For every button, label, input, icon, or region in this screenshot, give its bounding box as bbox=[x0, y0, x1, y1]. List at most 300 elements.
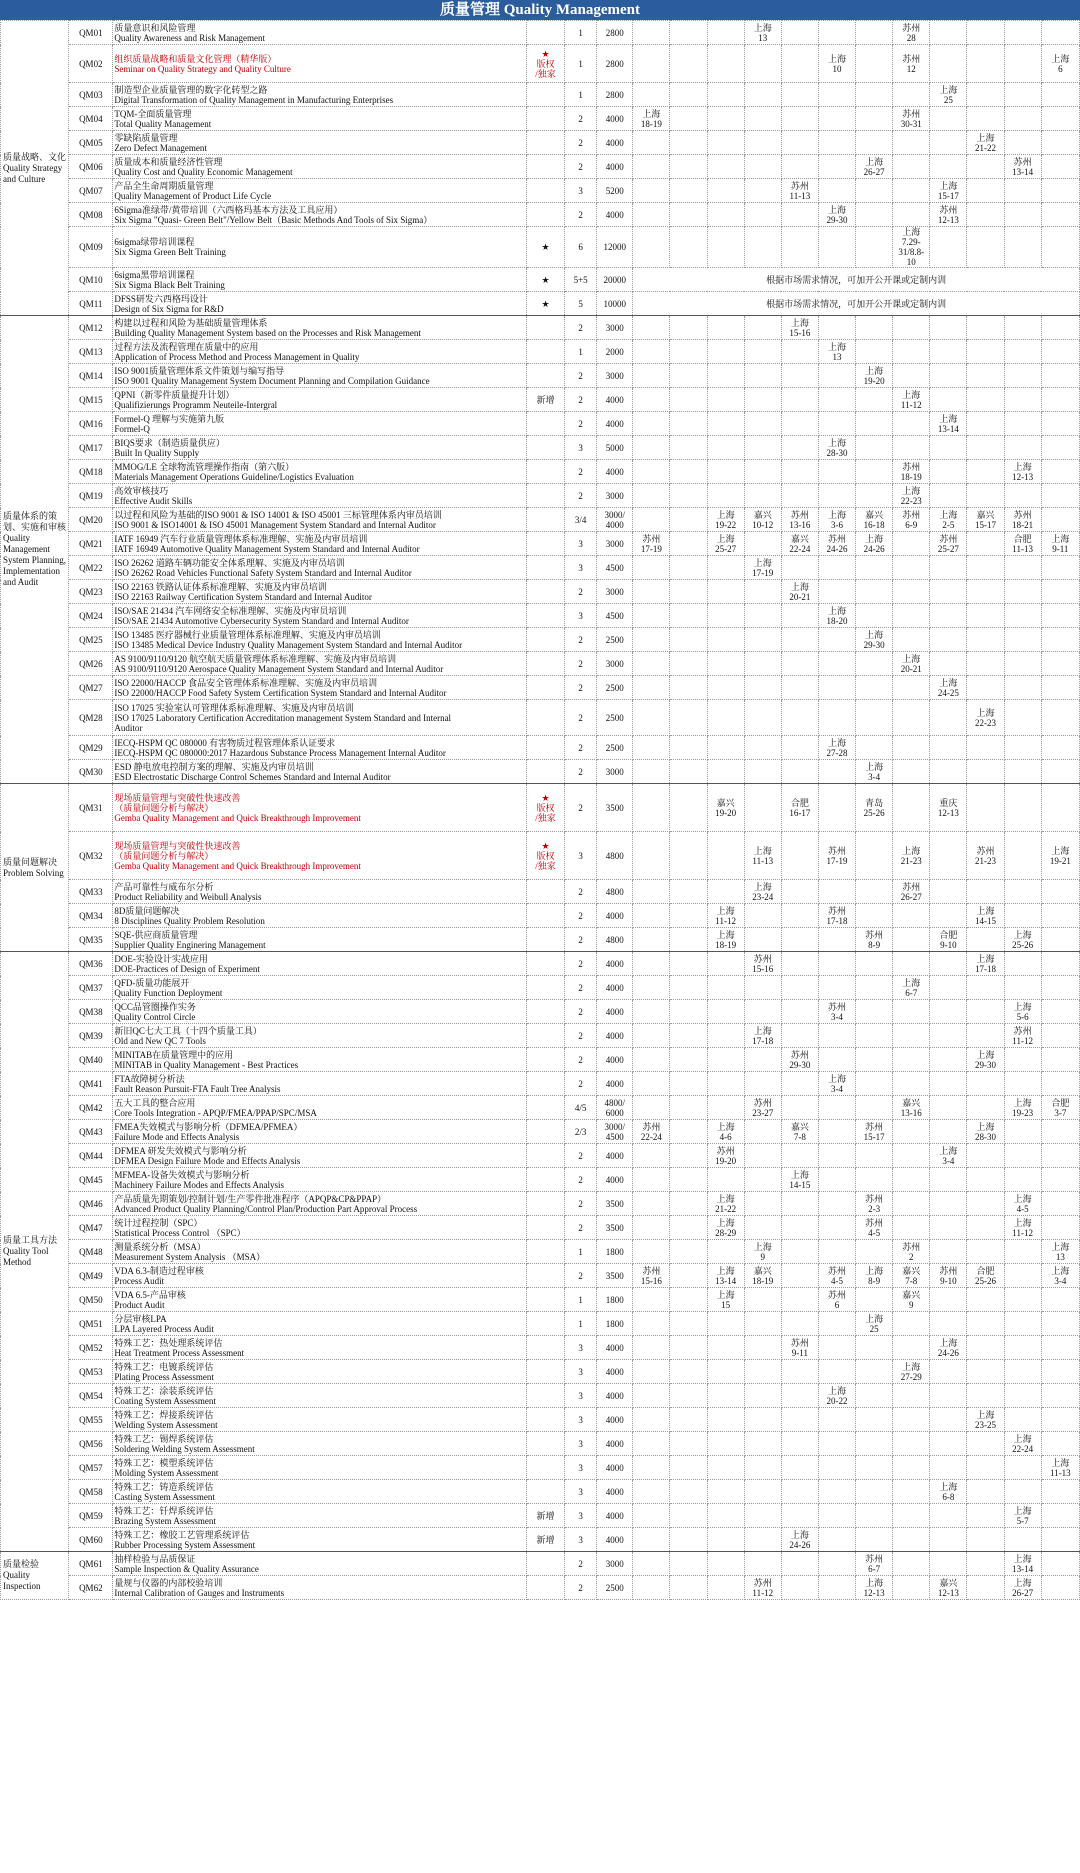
schedule-cell bbox=[670, 1072, 707, 1096]
course-name bbox=[113, 203, 527, 227]
schedule-cell bbox=[930, 316, 967, 340]
schedule-cell bbox=[744, 203, 781, 227]
schedule-cell bbox=[930, 107, 967, 131]
schedule-cell bbox=[1041, 364, 1079, 388]
schedule-cell bbox=[1004, 880, 1041, 904]
course-row bbox=[1, 1456, 1080, 1480]
schedule-cell: 上海 14-15 bbox=[781, 1168, 818, 1192]
schedule-cell bbox=[893, 1120, 930, 1144]
course-name-cn: AS 9100/9110/9120 航空航天质量管理体系标准理解、实施及内审员培训 bbox=[114, 653, 397, 664]
schedule-cell bbox=[633, 1456, 670, 1480]
course-fee: 4000 bbox=[597, 1024, 633, 1048]
course-code: QM03 bbox=[69, 83, 113, 107]
course-note bbox=[526, 760, 564, 784]
course-name-en: Effective Audit Skills bbox=[114, 495, 193, 506]
schedule-cell bbox=[744, 1192, 781, 1216]
schedule-cell bbox=[1004, 1408, 1041, 1432]
course-note bbox=[526, 1552, 564, 1576]
schedule-cell bbox=[930, 1048, 967, 1072]
schedule-cell bbox=[670, 1456, 707, 1480]
course-note bbox=[526, 700, 564, 736]
course-days: 3 bbox=[565, 436, 597, 460]
schedule-cell bbox=[670, 1288, 707, 1312]
schedule-cell: 上海 19-23 bbox=[1004, 1096, 1041, 1120]
course-row bbox=[1, 203, 1080, 227]
course-days: 1 bbox=[565, 340, 597, 364]
category-cell: 质量问题解决 Problem Solving bbox=[1, 784, 69, 952]
course-name-en: Supplier Quality Enginering Management bbox=[114, 939, 266, 950]
course-name-en: Six Sigma Green Belt Training bbox=[114, 247, 226, 257]
course-code: QM34 bbox=[69, 904, 113, 928]
course-code: QM05 bbox=[69, 131, 113, 155]
schedule-cell bbox=[781, 460, 818, 484]
schedule-cell bbox=[707, 976, 744, 1000]
course-fee: 4500 bbox=[597, 556, 633, 580]
course-name bbox=[113, 227, 527, 268]
course-note bbox=[526, 736, 564, 760]
schedule-cell bbox=[781, 928, 818, 952]
schedule-cell bbox=[893, 1576, 930, 1600]
schedule-cell bbox=[707, 700, 744, 736]
course-name-cn: 特殊工艺：电镀系统评估 bbox=[114, 1361, 214, 1372]
schedule-cell bbox=[670, 700, 707, 736]
schedule-cell: 上海 27-29 bbox=[893, 1360, 930, 1384]
schedule-cell bbox=[818, 628, 855, 652]
course-fee: 4000 bbox=[597, 1072, 633, 1096]
schedule-cell: 上海 19-22 bbox=[707, 508, 744, 532]
schedule-cell bbox=[707, 131, 744, 155]
course-row bbox=[1, 952, 1080, 976]
schedule-cell bbox=[967, 45, 1004, 83]
course-row bbox=[1, 760, 1080, 784]
course-name-en: Six Sigma "Quasi- Green Belt"/Yellow Belt（Basic Methods And Tools of Six Sigma） bbox=[114, 214, 433, 225]
schedule-cell: 苏州 22-24 bbox=[633, 1120, 670, 1144]
category-cell: 质量战略、文化 Quality Strategy and Culture bbox=[1, 21, 69, 316]
schedule-cell bbox=[670, 1504, 707, 1528]
schedule-cell bbox=[633, 880, 670, 904]
course-fee: 4500 bbox=[597, 604, 633, 628]
course-days: 2 bbox=[565, 1024, 597, 1048]
schedule-cell bbox=[633, 1480, 670, 1504]
schedule-cell bbox=[633, 1288, 670, 1312]
schedule-cell bbox=[781, 976, 818, 1000]
schedule-cell bbox=[670, 107, 707, 131]
course-name bbox=[113, 628, 527, 652]
schedule-cell: 苏州 13-16 bbox=[781, 508, 818, 532]
schedule-cell bbox=[930, 1552, 967, 1576]
schedule-cell bbox=[818, 1576, 855, 1600]
course-fee: 4000 bbox=[597, 1336, 633, 1360]
schedule-cell bbox=[818, 179, 855, 203]
schedule-cell bbox=[930, 460, 967, 484]
schedule-cell bbox=[893, 952, 930, 976]
course-code: QM28 bbox=[69, 700, 113, 736]
course-name bbox=[113, 21, 527, 45]
course-note bbox=[526, 1000, 564, 1024]
schedule-cell bbox=[1041, 976, 1079, 1000]
course-name bbox=[113, 952, 527, 976]
schedule-cell bbox=[1004, 484, 1041, 508]
schedule-cell bbox=[744, 107, 781, 131]
schedule-cell bbox=[633, 628, 670, 652]
schedule-cell bbox=[1004, 45, 1041, 83]
schedule-cell bbox=[781, 1312, 818, 1336]
schedule-cell bbox=[856, 460, 893, 484]
schedule-cell bbox=[967, 83, 1004, 107]
schedule-cell bbox=[1004, 676, 1041, 700]
schedule-cell bbox=[707, 880, 744, 904]
schedule-cell: 苏州 12 bbox=[893, 45, 930, 83]
course-name-en: Measurement System Analysis （MSA） bbox=[114, 1251, 266, 1262]
course-days: 3 bbox=[565, 832, 597, 880]
course-name-en: Six Sigma Black Belt Training bbox=[114, 279, 225, 290]
course-note: ★ 版权 /独家 bbox=[526, 832, 564, 880]
schedule-cell: 上海 7.29-31/8.8-10 bbox=[893, 227, 930, 268]
course-name bbox=[113, 604, 527, 628]
schedule-cell bbox=[967, 1240, 1004, 1264]
schedule-cell bbox=[930, 1216, 967, 1240]
schedule-cell bbox=[633, 1384, 670, 1408]
course-code: QM57 bbox=[69, 1456, 113, 1480]
schedule-cell: 苏州 23-27 bbox=[744, 1096, 781, 1120]
schedule-note: 根据市场需求情况，可加开公开课或定制内训 bbox=[633, 268, 1080, 292]
schedule-cell bbox=[893, 580, 930, 604]
schedule-cell: 苏州 6-9 bbox=[893, 508, 930, 532]
course-days: 2 bbox=[565, 1552, 597, 1576]
schedule-cell bbox=[967, 784, 1004, 832]
schedule-cell bbox=[856, 45, 893, 83]
schedule-cell bbox=[1004, 1168, 1041, 1192]
schedule-cell bbox=[967, 532, 1004, 556]
schedule-cell bbox=[670, 412, 707, 436]
course-row bbox=[1, 1192, 1080, 1216]
course-name bbox=[113, 1408, 527, 1432]
schedule-cell: 苏州 17-19 bbox=[633, 532, 670, 556]
schedule-cell bbox=[967, 652, 1004, 676]
schedule-cell bbox=[856, 1168, 893, 1192]
course-days: 3 bbox=[565, 1480, 597, 1504]
schedule-cell bbox=[633, 1144, 670, 1168]
schedule-cell bbox=[744, 676, 781, 700]
schedule-cell bbox=[781, 436, 818, 460]
schedule-cell bbox=[967, 203, 1004, 227]
schedule-cell bbox=[967, 1528, 1004, 1552]
course-name bbox=[113, 268, 527, 292]
schedule-cell bbox=[744, 1288, 781, 1312]
schedule-cell bbox=[856, 1144, 893, 1168]
schedule-cell bbox=[930, 580, 967, 604]
schedule-cell bbox=[781, 1576, 818, 1600]
schedule-cell bbox=[633, 340, 670, 364]
schedule-cell bbox=[670, 736, 707, 760]
schedule-cell bbox=[1041, 340, 1079, 364]
schedule-cell: 上海 22-23 bbox=[967, 700, 1004, 736]
schedule-cell bbox=[781, 107, 818, 131]
schedule-cell bbox=[670, 532, 707, 556]
schedule-cell bbox=[707, 760, 744, 784]
schedule-cell bbox=[1041, 1408, 1079, 1432]
schedule-cell bbox=[781, 1144, 818, 1168]
course-row bbox=[1, 736, 1080, 760]
schedule-cell bbox=[670, 1552, 707, 1576]
schedule-cell: 上海 18-19 bbox=[707, 928, 744, 952]
course-code: QM12 bbox=[69, 316, 113, 340]
schedule-cell: 上海 10 bbox=[818, 45, 855, 83]
course-days: 2 bbox=[565, 760, 597, 784]
course-name bbox=[113, 976, 527, 1000]
schedule-cell bbox=[781, 652, 818, 676]
schedule-cell: 苏州 11-12 bbox=[1004, 1024, 1041, 1048]
course-code: QM38 bbox=[69, 1000, 113, 1024]
schedule-cell: 上海 24-25 bbox=[930, 676, 967, 700]
schedule-cell bbox=[633, 676, 670, 700]
course-name-cn: 以过程和风险为基础的ISO 9001 & ISO 14001 & ISO 45001 三标管理体系内审员培训 bbox=[114, 509, 442, 520]
course-row bbox=[1, 1168, 1080, 1192]
schedule-cell bbox=[893, 1072, 930, 1096]
course-name-en: ISO 26262 Road Vehicles Functional Safety System Standard and Internal Auditor bbox=[114, 567, 412, 578]
course-note: ★ 版权 /独家 bbox=[526, 784, 564, 832]
course-note bbox=[526, 1240, 564, 1264]
course-note bbox=[526, 460, 564, 484]
schedule-cell bbox=[781, 340, 818, 364]
schedule-cell bbox=[967, 1576, 1004, 1600]
schedule-cell bbox=[633, 1360, 670, 1384]
schedule-cell bbox=[893, 556, 930, 580]
course-name-en: MINITAB in Quality Management - Best Practices bbox=[114, 1059, 299, 1070]
schedule-cell: 上海 19-21 bbox=[1041, 832, 1079, 880]
schedule-cell bbox=[893, 1048, 930, 1072]
course-fee: 2500 bbox=[597, 676, 633, 700]
course-code: QM37 bbox=[69, 976, 113, 1000]
course-days: 1 bbox=[565, 21, 597, 45]
schedule-cell bbox=[633, 1000, 670, 1024]
course-code: QM40 bbox=[69, 1048, 113, 1072]
schedule-cell bbox=[670, 1240, 707, 1264]
schedule-cell: 嘉兴 12-13 bbox=[930, 1576, 967, 1600]
course-days: 2 bbox=[565, 676, 597, 700]
schedule-cell bbox=[856, 1000, 893, 1024]
schedule-cell bbox=[1041, 760, 1079, 784]
schedule-cell bbox=[707, 340, 744, 364]
course-name-en: Quality Control Circle bbox=[114, 1011, 196, 1022]
course-days: 2 bbox=[565, 316, 597, 340]
schedule-cell bbox=[818, 1240, 855, 1264]
schedule-cell bbox=[893, 1408, 930, 1432]
course-name bbox=[113, 412, 527, 436]
schedule-cell bbox=[707, 45, 744, 83]
schedule-cell bbox=[633, 832, 670, 880]
schedule-cell: 上海 5-7 bbox=[1004, 1504, 1041, 1528]
schedule-cell bbox=[930, 364, 967, 388]
course-name-en: Rubber Processing System Assessment bbox=[114, 1539, 256, 1550]
schedule-cell bbox=[893, 1336, 930, 1360]
schedule-cell bbox=[707, 436, 744, 460]
course-code: QM27 bbox=[69, 676, 113, 700]
schedule-cell bbox=[670, 316, 707, 340]
course-fee: 4000 bbox=[597, 952, 633, 976]
schedule-cell: 苏州 17-19 bbox=[818, 832, 855, 880]
course-name-cn: 组织质量战略和质量文化管理（精华版） bbox=[114, 53, 277, 64]
schedule-cell: 上海 21-22 bbox=[967, 131, 1004, 155]
course-name-cn: 质量成本和质量经济性管理 bbox=[114, 156, 223, 167]
schedule-cell bbox=[1041, 1000, 1079, 1024]
course-fee: 3000/ 4500 bbox=[597, 1120, 633, 1144]
course-days: 3 bbox=[565, 1384, 597, 1408]
schedule-cell bbox=[744, 388, 781, 412]
course-name-cn: 测量系统分析（MSA） bbox=[114, 1241, 206, 1252]
course-name bbox=[113, 676, 527, 700]
course-name bbox=[113, 532, 527, 556]
schedule-cell bbox=[670, 928, 707, 952]
course-note bbox=[526, 1408, 564, 1432]
schedule-cell: 苏州 26-27 bbox=[893, 880, 930, 904]
schedule-cell: 苏州 8-9 bbox=[856, 928, 893, 952]
schedule-cell bbox=[670, 652, 707, 676]
course-code: QM04 bbox=[69, 107, 113, 131]
course-name-en: Advanced Product Quality Planning/Control Plan/Production Part Approval Process bbox=[114, 1203, 418, 1214]
schedule-cell bbox=[670, 179, 707, 203]
schedule-cell bbox=[633, 412, 670, 436]
course-name bbox=[113, 556, 527, 580]
schedule-cell bbox=[670, 484, 707, 508]
course-name bbox=[113, 1240, 527, 1264]
schedule-cell: 上海 3-4 bbox=[930, 1144, 967, 1168]
schedule-cell bbox=[856, 412, 893, 436]
page-title: 质量管理 Quality Management bbox=[0, 0, 1080, 20]
course-days: 3 bbox=[565, 179, 597, 203]
course-fee: 4000 bbox=[597, 155, 633, 179]
schedule-cell bbox=[818, 1216, 855, 1240]
course-fee: 4000 bbox=[597, 460, 633, 484]
schedule-cell: 上海 17-18 bbox=[967, 952, 1004, 976]
schedule-cell: 上海 28-30 bbox=[818, 436, 855, 460]
schedule-cell bbox=[856, 1288, 893, 1312]
course-name-en: Core Tools Integration - APQP/FMEA/PPAP/SPC/MSA bbox=[114, 1107, 317, 1118]
course-row bbox=[1, 880, 1080, 904]
schedule-cell bbox=[707, 1312, 744, 1336]
course-days: 3 bbox=[565, 1528, 597, 1552]
schedule-cell bbox=[1041, 1552, 1079, 1576]
schedule-cell bbox=[930, 155, 967, 179]
schedule-cell bbox=[818, 1312, 855, 1336]
schedule-cell bbox=[930, 1120, 967, 1144]
schedule-cell bbox=[744, 784, 781, 832]
schedule-cell bbox=[633, 155, 670, 179]
course-fee: 10000 bbox=[597, 292, 633, 316]
schedule-cell bbox=[893, 628, 930, 652]
course-name bbox=[113, 484, 527, 508]
course-name-en: Casting System Assessment bbox=[114, 1491, 215, 1502]
course-days: 2 bbox=[565, 460, 597, 484]
schedule-cell bbox=[967, 556, 1004, 580]
schedule-cell bbox=[967, 316, 1004, 340]
schedule-cell: 上海 18-20 bbox=[818, 604, 855, 628]
schedule-cell bbox=[893, 532, 930, 556]
course-days: 2 bbox=[565, 928, 597, 952]
course-code: QM16 bbox=[69, 412, 113, 436]
schedule-cell: 苏州 13-14 bbox=[1004, 155, 1041, 179]
schedule-cell bbox=[856, 484, 893, 508]
course-row bbox=[1, 131, 1080, 155]
course-row bbox=[1, 904, 1080, 928]
course-note: ★ bbox=[526, 227, 564, 268]
schedule-cell bbox=[967, 1456, 1004, 1480]
schedule-cell: 上海 6-7 bbox=[893, 976, 930, 1000]
schedule-cell bbox=[1041, 1024, 1079, 1048]
schedule-cell bbox=[744, 1528, 781, 1552]
course-name bbox=[113, 652, 527, 676]
schedule-cell bbox=[1004, 652, 1041, 676]
schedule-cell bbox=[1041, 1120, 1079, 1144]
schedule-cell bbox=[633, 316, 670, 340]
schedule-cell bbox=[633, 784, 670, 832]
schedule-cell bbox=[670, 880, 707, 904]
schedule-cell: 上海 20-22 bbox=[818, 1384, 855, 1408]
course-fee: 2800 bbox=[597, 21, 633, 45]
schedule-cell: 苏州 15-16 bbox=[633, 1264, 670, 1288]
course-name-en: 8 Disciplines Quality Problem Resolution bbox=[114, 915, 265, 926]
course-days: 2 bbox=[565, 1576, 597, 1600]
course-name-en-extra: Auditor bbox=[114, 722, 143, 733]
schedule-cell bbox=[1004, 179, 1041, 203]
schedule-cell bbox=[670, 760, 707, 784]
schedule-cell bbox=[967, 628, 1004, 652]
schedule-cell: 上海 25 bbox=[930, 83, 967, 107]
course-row bbox=[1, 1360, 1080, 1384]
course-code: QM50 bbox=[69, 1288, 113, 1312]
course-name-en: Quality Management of Product Life Cycle bbox=[114, 190, 272, 201]
schedule-cell bbox=[707, 1000, 744, 1024]
schedule-cell bbox=[744, 1312, 781, 1336]
course-code: QM25 bbox=[69, 628, 113, 652]
schedule-cell bbox=[856, 604, 893, 628]
schedule-cell bbox=[856, 21, 893, 45]
course-name-cn: 6sigma绿带培训课程 bbox=[114, 237, 195, 247]
schedule-cell bbox=[633, 179, 670, 203]
course-code: QM21 bbox=[69, 532, 113, 556]
schedule-cell bbox=[856, 904, 893, 928]
course-row bbox=[1, 532, 1080, 556]
schedule-cell bbox=[744, 340, 781, 364]
course-name-cn: VDA 6.5-产品审核 bbox=[114, 1289, 186, 1300]
course-fee: 4800 bbox=[597, 880, 633, 904]
course-name-en: Quality Cost and Quality Economic Management bbox=[114, 166, 293, 177]
course-name-cn: 制造型企业质量管理的数字化转型之路 bbox=[114, 84, 268, 95]
schedule-cell bbox=[1004, 1336, 1041, 1360]
course-code: QM55 bbox=[69, 1408, 113, 1432]
course-row bbox=[1, 1072, 1080, 1096]
schedule-cell bbox=[930, 1096, 967, 1120]
course-days: 3 bbox=[565, 1360, 597, 1384]
schedule-cell bbox=[930, 1240, 967, 1264]
course-code: QM01 bbox=[69, 21, 113, 45]
course-name-cn: ISO 13485 医疗器械行业质量管理体系标准理解、实施及内审员培训 bbox=[114, 629, 381, 640]
course-note bbox=[526, 1024, 564, 1048]
course-row bbox=[1, 45, 1080, 83]
course-name-en: Digital Transformation of Quality Management in Manufacturing Enterprises bbox=[114, 94, 394, 105]
schedule-cell bbox=[967, 928, 1004, 952]
course-row bbox=[1, 1312, 1080, 1336]
schedule-cell bbox=[930, 436, 967, 460]
course-days: 2 bbox=[565, 580, 597, 604]
course-fee: 3000 bbox=[597, 1552, 633, 1576]
schedule-cell bbox=[781, 1072, 818, 1096]
schedule-cell: 上海 20-21 bbox=[781, 580, 818, 604]
course-fee: 4000 bbox=[597, 1000, 633, 1024]
schedule-cell bbox=[1041, 904, 1079, 928]
schedule-cell: 上海 13-14 bbox=[1004, 1552, 1041, 1576]
schedule-cell bbox=[744, 155, 781, 179]
